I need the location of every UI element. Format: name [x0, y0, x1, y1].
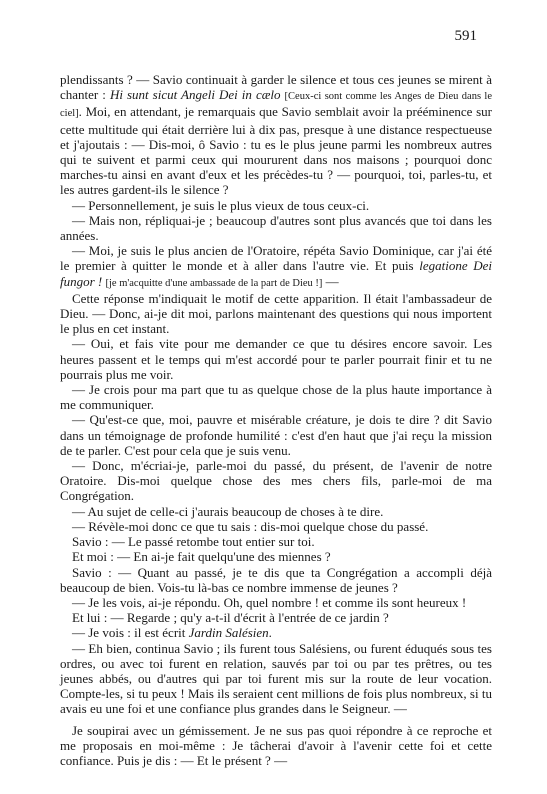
paragraph	[60, 412, 492, 458]
page-body	[60, 72, 492, 768]
paragraph	[60, 610, 492, 625]
paragraph	[60, 243, 492, 291]
text-run: — Je vois : il est écrit	[72, 625, 189, 641]
paragraph	[60, 72, 492, 198]
text-run: Et moi : — En ai-je fait quelqu'une des miennes ?	[72, 549, 331, 565]
text-run: — Je crois pour ma part que tu as quelque chose de la plus haute importance à me communiquer.	[60, 382, 492, 413]
text-run: plendissants ? — Savio continuait à garder le silence et tous ces jeunes se mirent à chanter :	[60, 72, 492, 103]
text-run: — Mais non, répliquai-je ; beaucoup d'autres sont plus avancés que toi dans les années.	[60, 212, 492, 244]
paragraph	[60, 723, 492, 769]
text-run: . Moi, en attendant, je remarquais que Savio semblait avoir la prééminence sur cette multitude qui était derrière lui à dix pas, presque à une distance respectueuse et j'ajoutais : — Dis-moi, ô Savio : tu es le plus jeune parmi les nombreux autres qui te suivent et parmi ceux qui moururent dans nos maisons ; pourquoi donc marches-tu ainsi en avant d'eux et les précèdes-tu ? — pourquoi, toi, parles-tu, et les autres gardent-ils le silence ?	[60, 104, 492, 198]
text-run: Et lui : — Regarde ; qu'y a-t-il d'écrit à l'entrée de ce jardin ?	[72, 610, 389, 626]
translation-note: [je m'acquitte d'une ambassade de la part de Dieu !]	[105, 277, 323, 289]
text-run: —	[322, 273, 339, 289]
translation-note: [Ceux-ci sont comme les Anges de Dieu dans le ciel]	[60, 91, 493, 120]
paragraph	[60, 336, 492, 382]
paragraph	[60, 213, 492, 243]
paragraph	[60, 291, 492, 337]
paragraph	[60, 382, 492, 412]
text-run: Cette réponse m'indiquait le motif de cette apparition. Il était l'ambassadeur de Dieu. — Donc, ai-je dit moi, parlons maintenant des questions qui nous importent le plus en cet instant.	[60, 290, 492, 337]
paragraph	[60, 625, 492, 640]
text-run: .	[268, 625, 272, 641]
paragraph	[60, 565, 492, 595]
text-run: — Révèle-moi donc ce que tu sais : dis-moi quelque chose du passé.	[72, 518, 429, 534]
text-run: Savio : — Quant au passé, je te dis que ta Congrégation a accompli déjà beaucoup de bien. Vois-tu là-bas ce nombre immense de jeunes ?	[60, 564, 492, 595]
text-run: — Eh bien, continua Savio ; ils furent tous Salésiens, ou furent éduqués sous tes ordres, ou avec toi furent en relation, sauvés par toi ou par tes prêtres, ou tes jeunes abbés, ou d'autres qui par toi furent mis sur la route de leur vocation. Compte-les, si tu peux ! Mais ils seraient cent millions de fois plus nombreux, si tu avais eu une foi et une confiance plus grandes dans le Seigneur. —	[60, 640, 492, 717]
italic-text: legatione Dei fungor !	[60, 258, 492, 289]
paragraph	[60, 641, 492, 717]
paragraph	[60, 595, 492, 610]
text-run: Savio : — Le passé retombe tout entier sur toi.	[72, 534, 315, 550]
text-run: — Oui, et fais vite pour me demander ce que tu désires encore savoir. Les heures passent et le temps qui m'est accordé pour te parler pourrait finir et tu ne pourrais plus me voir.	[60, 336, 492, 382]
paragraph	[60, 549, 492, 564]
text-run: — Donc, m'écriai-je, parle-moi du passé, du présent, de l'avenir de notre Oratoire. Dis-moi quelque chose des mes chers fils, parle-moi de ma Congrégation.	[60, 458, 492, 504]
text-run: — Personnellement, je suis le plus vieux de tous ceux-ci.	[72, 197, 370, 213]
text-run: — Au sujet de celle-ci j'aurais beaucoup de choses à te dire.	[72, 503, 384, 519]
paragraph	[60, 519, 492, 534]
paragraph	[60, 458, 492, 504]
paragraph	[60, 198, 492, 213]
text-run: Je soupirai avec un gémissement. Je ne sus pas quoi répondre à ce reproche et me proposais en moi-même : Je tâcherai d'avoir à l'avenir cette foi et cette confiance. Puis je dis : — Et le présent ? —	[60, 722, 492, 768]
paragraph	[60, 534, 492, 549]
paragraph	[60, 504, 492, 519]
italic-text: Jardin Salésien	[188, 625, 269, 641]
text-run: — Moi, je suis le plus ancien de l'Oratoire, répéta Savio Dominique, car j'ai été le premier à quitter le monde et à aller dans l'autre vie. Et puis	[60, 243, 492, 274]
text-run: — Je les vois, ai-je répondu. Oh, quel nombre ! et comme ils sont heureux !	[72, 594, 467, 610]
italic-text: Hi sunt sicut Angeli Dei in cælo	[109, 87, 281, 103]
page-number: 591	[454, 28, 477, 44]
text-run: — Qu'est-ce que, moi, pauvre et misérable créature, je dois te dire ? dit Savio dans un témoignage de profonde humilité : c'est d'en haut que j'ai reçu la mission de te parler. C'est pour cela que je suis venu.	[60, 412, 492, 458]
